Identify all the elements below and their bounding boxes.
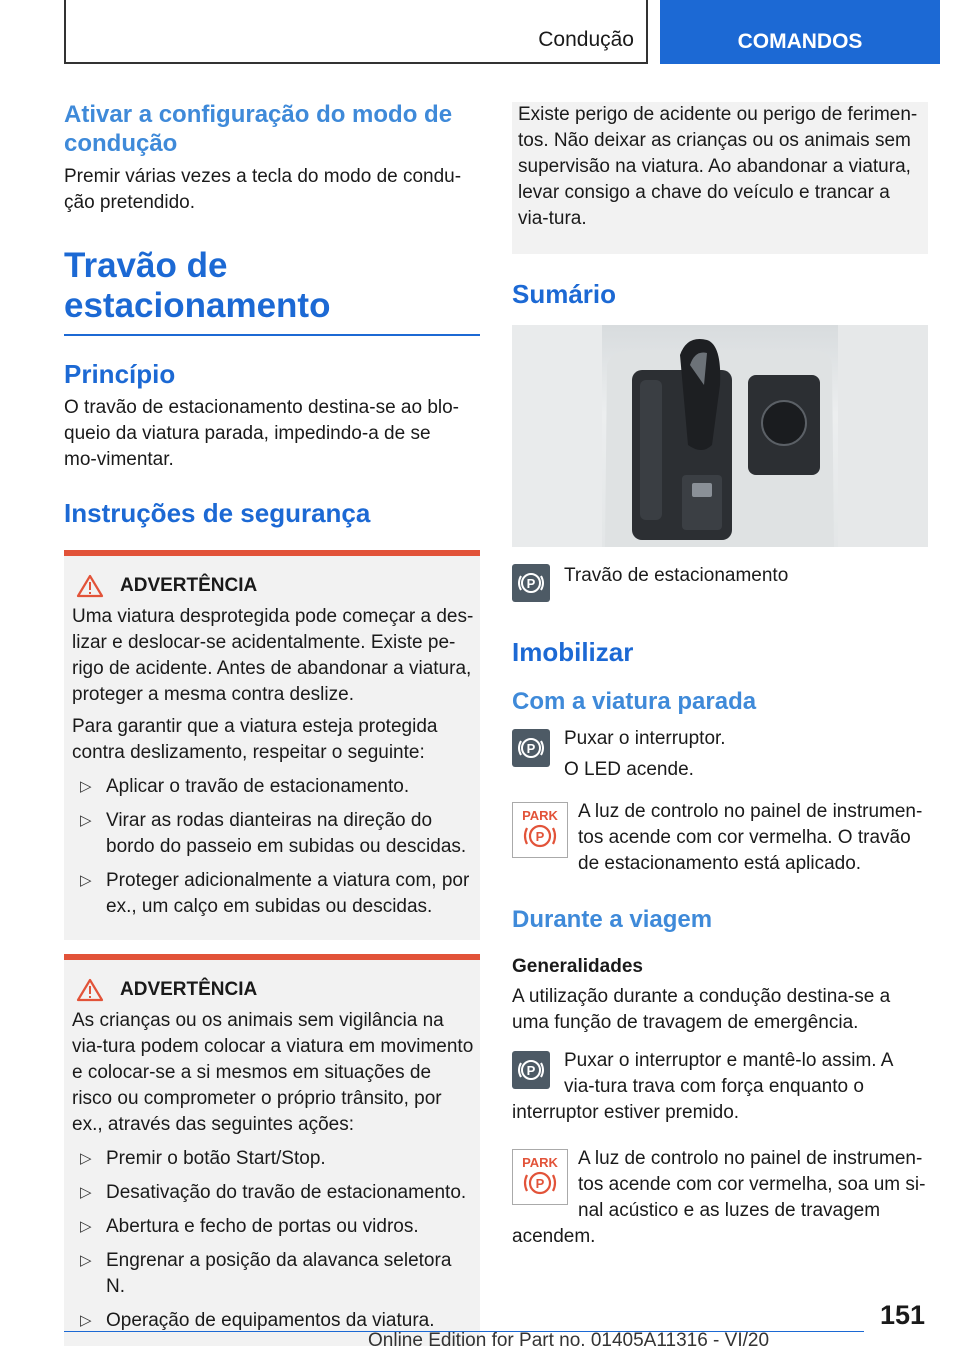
warning-header bbox=[72, 978, 474, 1002]
svg-text:P: P bbox=[526, 576, 536, 591]
principle-text: O travão de estacionamento destina-se ao blo-queio da viatura parada, impedindo-a de se mo-vimentar. bbox=[64, 397, 460, 470]
main-title-block bbox=[64, 246, 480, 336]
stopped-indicator-text: A luz de controlo no painel de instrumen-tos acende com cor vermelha. O travão de estacionamento está aplicado. bbox=[578, 801, 923, 874]
chapter-tab[interactable] bbox=[660, 0, 940, 64]
list-item: ▷ Abertura e fecho de portas ou vidros. bbox=[72, 1214, 474, 1240]
summary-caption-row bbox=[512, 561, 928, 608]
svg-text:PARK: PARK bbox=[522, 1155, 558, 1170]
svg-text:PARK: PARK bbox=[522, 808, 558, 823]
center-console-illustration bbox=[512, 325, 928, 547]
drive-mode-heading: Ativar a configuração do modo de condução bbox=[64, 101, 453, 157]
svg-text:P: P bbox=[535, 829, 545, 844]
bullet-triangle-icon: ▷ bbox=[80, 1218, 92, 1235]
warning-header bbox=[72, 574, 474, 598]
driving-indicator-row bbox=[512, 1146, 928, 1250]
warning-triangle-icon bbox=[76, 978, 104, 1002]
main-title: Travão de estacionamento bbox=[64, 246, 331, 325]
warning-box-2 bbox=[64, 954, 480, 1346]
bullet-triangle-icon: ▷ bbox=[80, 812, 92, 829]
svg-text:P: P bbox=[526, 741, 536, 756]
driving-heading: Durante a viagem bbox=[512, 906, 713, 933]
warning-list bbox=[72, 774, 474, 920]
list-item: ▷ Proteger adicionalmente a viatura com, por ex., um calço em subidas ou descidas. bbox=[80, 870, 470, 917]
immobilize-heading: Imobilizar bbox=[512, 637, 634, 667]
driving-step-text: Puxar o interruptor e mantê-lo assim. A via-tura trava com força enquanto o interruptor estiver premido. bbox=[512, 1050, 893, 1123]
warning-text: Para garantir que a viatura esteja protegida contra deslizamento, respeitar o seguinte: bbox=[72, 716, 438, 763]
list-item: ▷ Premir o botão Start/Stop. bbox=[72, 1146, 474, 1172]
bullet-triangle-icon: ▷ bbox=[80, 778, 92, 795]
bullet-triangle-icon: ▷ bbox=[80, 1312, 92, 1329]
right-column bbox=[512, 102, 928, 1250]
warning-continued-text: Existe perigo de acidente ou perigo de ferimen-tos. Não deixar as crianças ou os animais sem supervisão na viatura. Ao abandonar a viatura, levar consigo a chave do veículo e trancar a via-tura. bbox=[518, 104, 918, 229]
park-indicator-icon bbox=[512, 802, 568, 858]
section-title: Condução bbox=[538, 28, 634, 51]
principle-heading: Princípio bbox=[64, 359, 176, 389]
list-item: ▷ Aplicar o travão de estacionamento. bbox=[72, 774, 474, 800]
driving-step-row bbox=[512, 1048, 928, 1126]
general-heading: Generalidades bbox=[512, 956, 643, 977]
bullet-triangle-icon: ▷ bbox=[80, 1184, 92, 1201]
parking-brake-switch-icon bbox=[512, 729, 550, 767]
center-console-photo bbox=[512, 325, 928, 547]
general-text: A utilização durante a condução destina-se a uma função de travagem de emergência. bbox=[512, 986, 891, 1033]
warning-triangle-icon bbox=[76, 574, 104, 598]
left-column bbox=[64, 100, 480, 1346]
warning-label: ADVERTÊNCIA bbox=[120, 575, 258, 596]
warning-list bbox=[72, 1146, 474, 1334]
footer-edition: Online Edition for Part no. 01405A11316 - VI/20 bbox=[368, 1330, 770, 1351]
safety-heading: Instruções de segurança bbox=[64, 498, 371, 528]
stopped-step-row bbox=[512, 726, 928, 783]
bullet-triangle-icon: ▷ bbox=[80, 1150, 92, 1167]
list-item: ▷ Operação de equipamentos da viatura. bbox=[72, 1308, 474, 1334]
parking-brake-switch-icon bbox=[512, 1051, 550, 1089]
stopped-step2: O LED acende. bbox=[564, 759, 694, 780]
stopped-indicator-row bbox=[512, 799, 928, 877]
chapter-title: COMANDOS bbox=[737, 30, 863, 53]
list-item: ▷ Virar as rodas dianteiras na direção do bordo do passeio em subidas ou descidas. bbox=[80, 810, 467, 857]
park-indicator-icon bbox=[512, 1149, 568, 1205]
drive-mode-text: Premir várias vezes a tecla do modo de condu-ção pretendido. bbox=[64, 166, 462, 213]
summary-caption: Travão de estacionamento bbox=[564, 565, 789, 586]
svg-text:P: P bbox=[535, 1176, 545, 1191]
bullet-triangle-icon: ▷ bbox=[80, 872, 92, 889]
warning-label: ADVERTÊNCIA bbox=[120, 979, 258, 1000]
stopped-step1: Puxar o interruptor. bbox=[564, 728, 726, 749]
header-section-box bbox=[64, 0, 648, 64]
page-number: 151 bbox=[880, 1300, 926, 1330]
driving-indicator-text: A luz de controlo no painel de instrumen-tos acende com cor vermelha, soa um si-nal acústico e as luzes de travagem acendem. bbox=[512, 1148, 926, 1247]
stopped-heading: Com a viatura parada bbox=[512, 688, 757, 715]
warning-continued-box bbox=[512, 102, 928, 254]
warning-box-1 bbox=[64, 550, 480, 940]
list-item: ▷ Desativação do travão de estacionamento. bbox=[72, 1180, 474, 1206]
summary-heading: Sumário bbox=[512, 279, 617, 309]
svg-text:P: P bbox=[526, 1063, 536, 1078]
warning-text: Uma viatura desprotegida pode começar a des-lizar e deslocar-se acidentalmente. Existe pe-rigo de acidente. Antes de abandonar a viatura, proteger a mesma contra deslize. bbox=[72, 606, 474, 705]
bullet-triangle-icon: ▷ bbox=[80, 1252, 92, 1269]
warning-text: As crianças ou os animais sem vigilância na via-tura podem colocar a viatura em movimento e colocar-se a si mesmos em situações de risco ou comprometer o próprio trânsito, por ex., através das seguintes ações: bbox=[72, 1010, 474, 1135]
parking-brake-switch-icon bbox=[512, 564, 550, 602]
list-item: ▷ Engrenar a posição da alavanca seletora N. bbox=[80, 1250, 452, 1297]
